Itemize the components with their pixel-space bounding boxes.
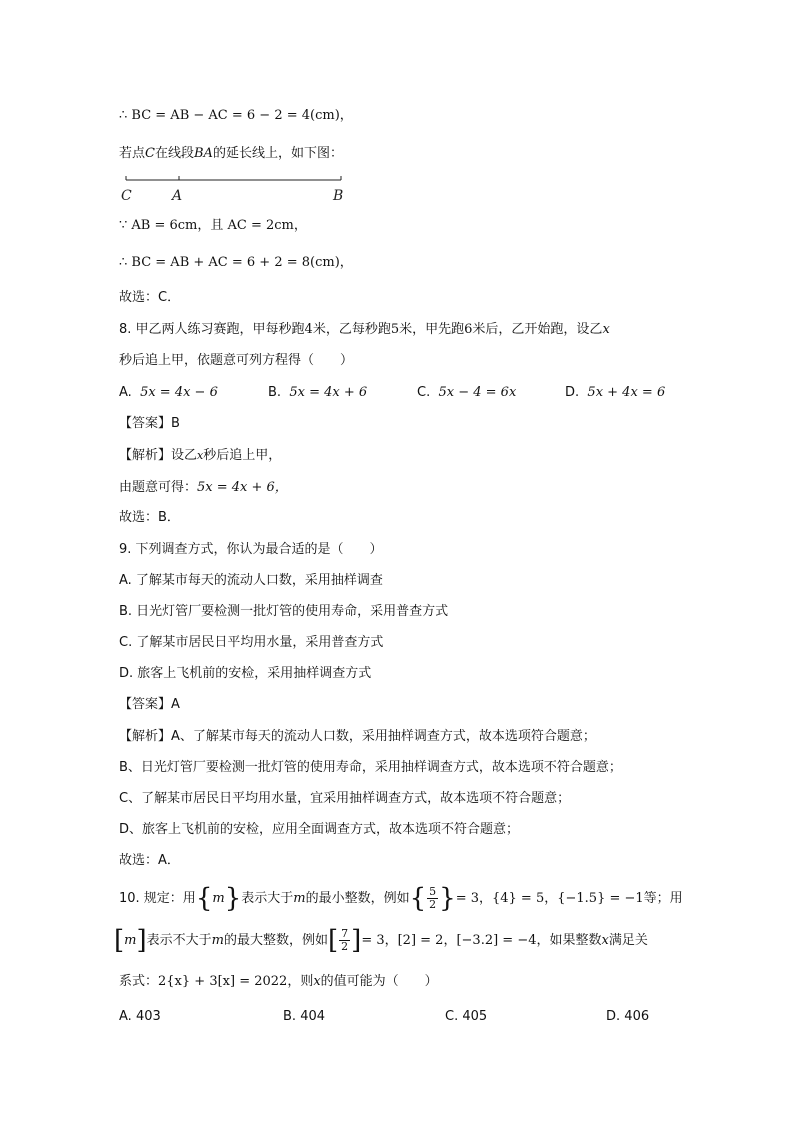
- q9-analysis-line-4: D、旅客上飞机前的安检，应用全面调查方式，故本选项不符合题意；: [119, 822, 520, 837]
- q8-conclusion: 故选：B．: [119, 510, 180, 525]
- q10-option-d: D. 406: [606, 1009, 650, 1024]
- q10-stem-line-1: 10. 规定：用{m}表示大于m的最小整数，例如{ $\frac{5}{2}$ }= 3，{4} = 5，{−1.5} = −1等；用: [119, 883, 683, 914]
- solution-line-3: ∵ AB = 6cm，且 AC = 2cm，: [119, 218, 307, 233]
- q8-stem-line-1: 8. 甲乙两人练习赛跑，甲每秒跑4米，乙每秒跑5米，甲先跑6米后，乙开始跑，设乙x: [119, 322, 610, 337]
- q8-option-a: A. 5x = 4x − 6: [119, 385, 218, 400]
- solution-line-1: ∴ BC = AB − AC = 6 − 2 = 4(cm)，: [119, 108, 353, 123]
- solution-line-2: 若点C在线段BA的延长线上，如下图：: [119, 146, 343, 161]
- q10-option-a: A. 403: [119, 1009, 161, 1024]
- q8-option-d: D. 5x + 4x = 6: [565, 385, 666, 400]
- label-a: A: [172, 188, 183, 204]
- label-c: C: [121, 188, 132, 204]
- q8-analysis-line-1: 【解析】设乙$^x$秒后追上甲，: [119, 448, 282, 463]
- q8-answer: 【答案】B: [119, 416, 180, 431]
- q9-option-d: D. 旅客上飞机前的安检，采用抽样调查方式: [119, 666, 372, 681]
- q8-option-b: B. 5x = 4x + 6: [268, 385, 368, 400]
- q9-option-a: A. 了解某市每天的流动人口数，采用抽样调查: [119, 573, 383, 588]
- q10-stem-line-2: [m]表示不大于m的最大整数，例如[ $\frac{7}{2}$ ]= 3，[2] = 2，[−3.2] = −4，如果整数x满足关: [114, 925, 648, 956]
- q8-stem-line-2: 秒后追上甲，依题意可列方程得（ ）: [119, 353, 354, 368]
- q9-answer: 【答案】A: [119, 697, 180, 712]
- q9-analysis-line-3: C、了解某市居民日平均用水量，宜采用抽样调查方式，故本选项不符合题意；: [119, 791, 571, 806]
- solution-line-4: ∴ BC = AB + AC = 6 + 2 = 8(cm)，: [119, 255, 353, 270]
- label-b: B: [333, 188, 344, 204]
- q9-conclusion: 故选：A．: [119, 853, 180, 868]
- q9-option-c: C. 了解某市居民日平均用水量，采用普查方式: [119, 635, 384, 650]
- q10-option-b: B. 404: [283, 1009, 326, 1024]
- q8-option-c: C. 5x − 4 = 6x: [417, 385, 517, 400]
- fraction-5-2: $\frac{5}{2}$: [429, 885, 437, 911]
- fraction-7-2: $\frac{7}{2}$: [341, 927, 349, 953]
- solution-conclusion: 故选：C．: [119, 290, 181, 305]
- q9-analysis-line-1: 【解析】A、了解某市每天的流动人口数，采用抽样调查方式，故本选项符合题意；: [119, 729, 596, 744]
- q9-option-b: B. 日光灯管厂要检测一批灯管的使用寿命，采用普查方式: [119, 604, 449, 619]
- q10-stem-line-3: 系式：2{x} + 3[x] = 2022，则x的值可能为（ ）: [119, 974, 438, 989]
- q9-stem: 9. 下列调查方式，你认为最合适的是（ ）: [119, 542, 383, 557]
- q8-analysis-line-2: 由题意可得：5x = 4x + 6，: [119, 480, 288, 495]
- q9-analysis-line-2: B、日光灯管厂要检测一批灯管的使用寿命，采用抽样调查方式，故本选项不符合题意；: [119, 760, 622, 775]
- line-segment-diagram: [119, 172, 359, 206]
- q10-option-c: C. 405: [445, 1009, 488, 1024]
